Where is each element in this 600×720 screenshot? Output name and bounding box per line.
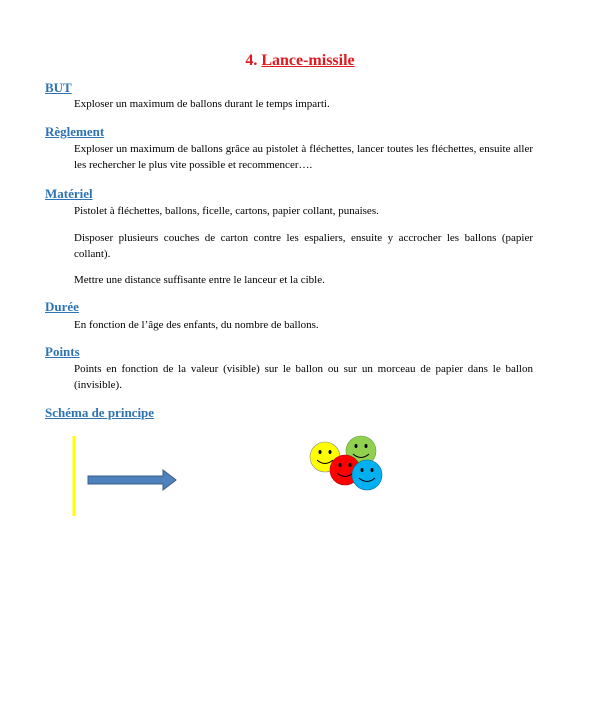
reglement-text: Exploser un maximum de ballons grâce au pistolet à fléchettes, lancer toutes les fléchettes, ensuite aller les rechercher le plus vite possible et recommencer…. <box>74 143 533 171</box>
scheme-diagram <box>0 430 600 530</box>
but-text: Exploser un maximum de ballons durant le temps imparti. <box>74 98 330 110</box>
points-text: Points en fonction de la valeur (visible) sur le ballon ou sur un morceau de papier dans le ballon (invisible). <box>74 363 533 391</box>
heading-points: Points <box>45 344 80 359</box>
heading-schema: Schéma de principe <box>45 405 155 420</box>
arrow-icon <box>88 470 176 490</box>
duree-text: En fonction de l’âge des enfants, du nombre de ballons. <box>74 319 319 331</box>
materiel-paragraph-1: Pistolet à fléchettes, ballons, ficelle, cartons, papier collant, punaises. <box>74 205 379 217</box>
heading-duree: Durée <box>45 299 79 314</box>
blue-balloon <box>352 460 382 490</box>
heading-materiel: Matériel <box>45 186 93 201</box>
heading-reglement: Règlement <box>45 124 105 139</box>
heading-but: BUT <box>45 80 72 95</box>
title-name: Lance-missile <box>261 52 355 69</box>
materiel-paragraph-2: Disposer plusieurs couches de carton contre les espaliers, ensuite y accrocher les ballons (papier collant). <box>74 232 533 260</box>
materiel-paragraph-3: Mettre une distance suffisante entre le lanceur et la cible. <box>74 274 325 286</box>
title-number: 4. <box>245 52 258 69</box>
document-title <box>0 52 600 70</box>
